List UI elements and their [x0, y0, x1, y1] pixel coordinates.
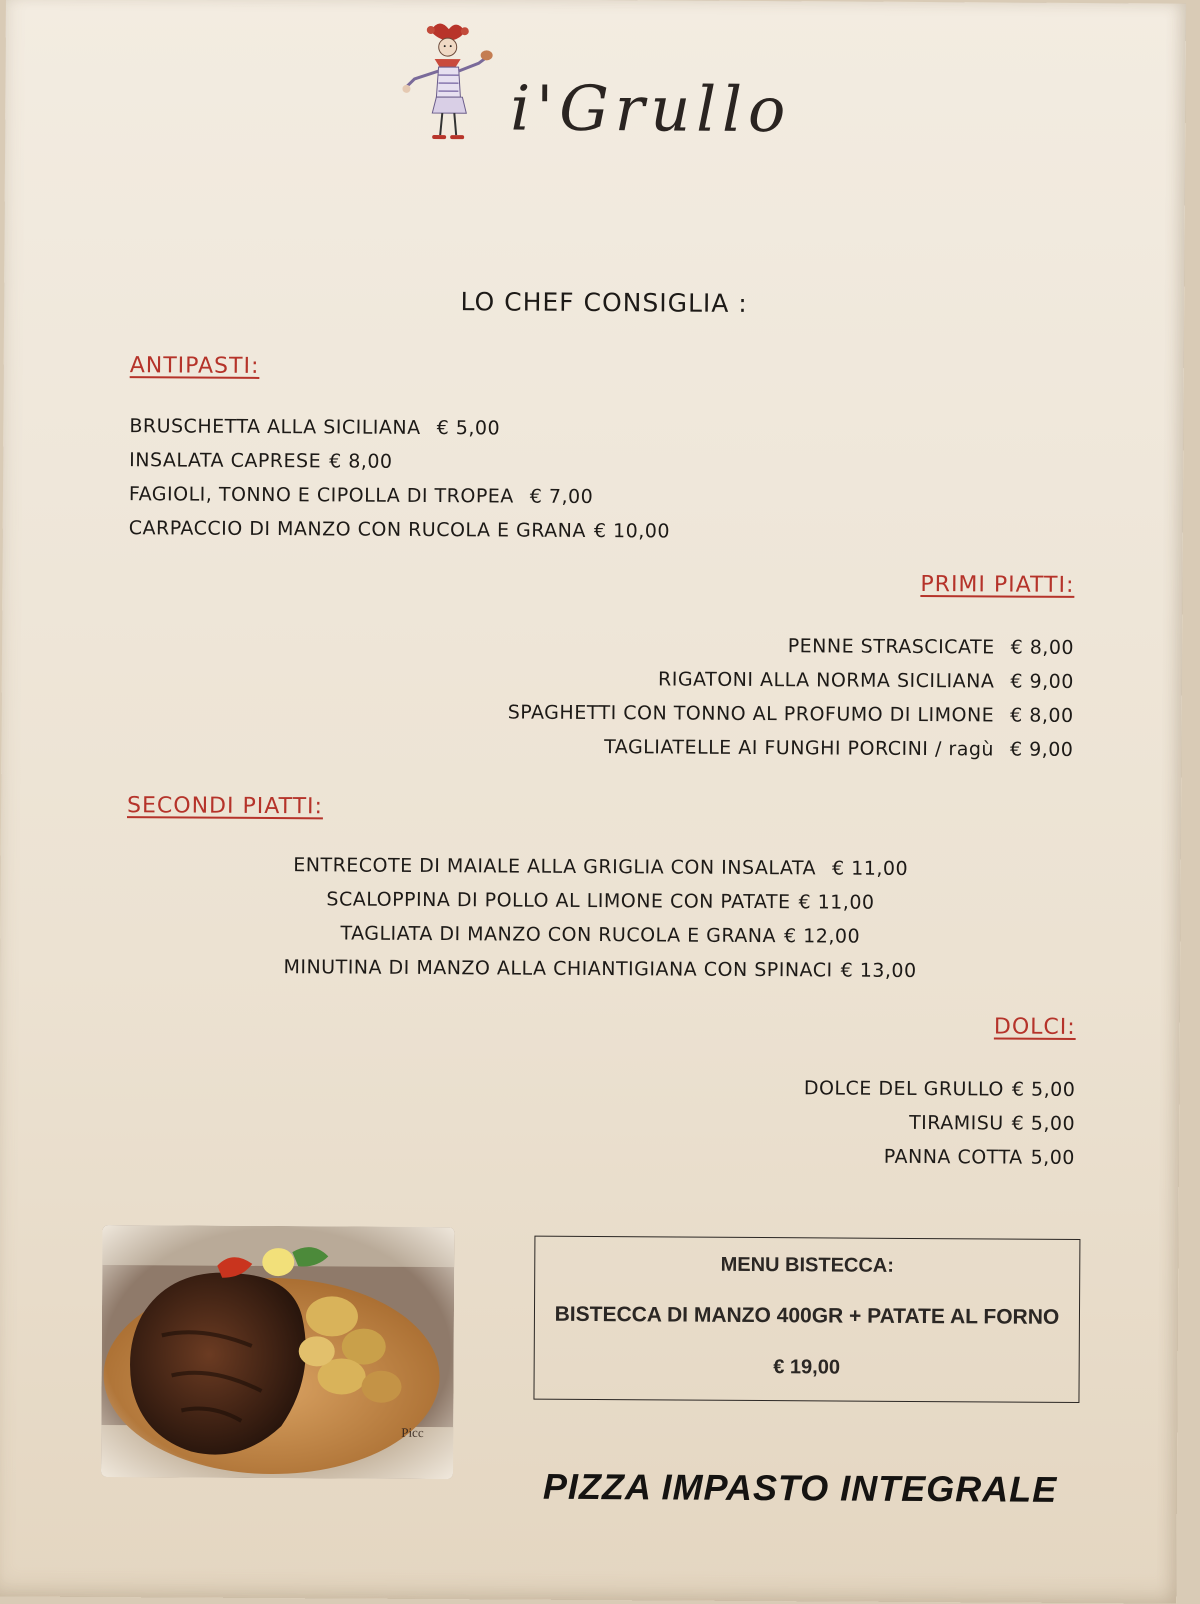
item-name: SCALOPPINA DI POLLO AL LIMONE CON PATATE [326, 888, 791, 914]
menu-item [129, 477, 670, 514]
item-price: € 8,00 [1010, 704, 1074, 727]
menu-item [508, 627, 1074, 664]
restaurant-name: i'Grullo [510, 71, 792, 147]
bistecca-description: BISTECCA DI MANZO 400GR + PATATE AL FORNO [554, 1302, 1060, 1329]
menu-bistecca-box [533, 1236, 1080, 1403]
item-price: € 5,00 [1011, 1078, 1076, 1101]
item-name: RIGATONI ALLA NORMA SICILIANA [658, 668, 995, 693]
item-price: € 9,00 [1009, 738, 1074, 761]
secondi-heading: SECONDI PIATTI: [126, 793, 324, 820]
pizza-integrale-footer: PIZZA IMPASTO INTEGRALE [542, 1465, 1058, 1510]
item-price: € 5,00 [436, 417, 501, 440]
grilled-steak-photo [101, 1225, 455, 1479]
chef-recommends-title: LO CHEF CONSIGLIA : [460, 287, 748, 318]
item-name: ENTRECOTE DI MAIALE ALLA GRIGLIA CON INSALATA [293, 854, 817, 880]
item-price: € 8,00 [1010, 636, 1075, 659]
menu-item [160, 949, 1040, 988]
item-name: TAGLIATELLE AI FUNGHI PORCINI / ragù [604, 736, 995, 761]
menu-item [507, 729, 1073, 766]
antipasti-list [129, 409, 671, 548]
menu-item [129, 511, 670, 548]
menu-item [508, 695, 1074, 732]
bistecca-price: € 19,00 [773, 1356, 841, 1379]
item-name: TAGLIATA DI MANZO CON RUCOLA E GRANA [340, 922, 777, 948]
menu-item [129, 409, 670, 446]
restaurant-logo [400, 17, 821, 180]
dolci-heading: DOLCI: [993, 1014, 1076, 1040]
menu-item [804, 1071, 1076, 1107]
item-price: € 12,00 [783, 925, 861, 948]
primi-list [507, 627, 1074, 766]
item-name: BRUSCHETTA ALLA SICILIANA [129, 415, 421, 439]
item-name: INSALATA CAPRESE [129, 449, 322, 473]
menu-item [804, 1105, 1076, 1141]
item-price: € 11,00 [832, 857, 909, 880]
item-name: FAGIOLI, TONNO E CIPOLLA DI TROPEA [128, 483, 514, 508]
antipasti-heading: ANTIPASTI: [129, 353, 260, 379]
item-name: MINUTINA DI MANZO ALLA CHIANTIGIANA CON SPINACI [283, 956, 833, 982]
jester-figure-icon [400, 17, 501, 148]
menu-item [160, 881, 1040, 920]
item-name: CARPACCIO DI MANZO CON RUCOLA E GRANA [128, 517, 586, 542]
dolci-list [803, 1071, 1075, 1175]
item-price: 5,00 [1030, 1146, 1076, 1169]
primi-heading: PRIMI PIATTI: [920, 571, 1075, 598]
secondi-list [160, 847, 1041, 988]
item-name: DOLCE DEL GRULLO [803, 1077, 1004, 1101]
item-price: € 7,00 [529, 485, 594, 508]
item-name: SPAGHETTI CON TONNO AL PROFUMO DI LIMONE [507, 701, 995, 727]
item-price: € 13,00 [840, 959, 917, 982]
bistecca-title: MENU BISTECCA: [720, 1253, 895, 1277]
item-name: TIRAMISU [909, 1111, 1004, 1135]
item-price: € 10,00 [593, 519, 671, 543]
menu-item [160, 915, 1040, 954]
item-price: € 11,00 [798, 891, 875, 914]
item-price: € 5,00 [1011, 1112, 1076, 1135]
menu-item [161, 847, 1041, 886]
item-price: € 9,00 [1010, 670, 1074, 693]
steak-plate-image [101, 1225, 455, 1479]
item-name: PANNA COTTA [883, 1145, 1023, 1169]
menu-item [129, 443, 670, 480]
menu-item [508, 661, 1074, 698]
item-name: PENNE STRASCICATE [787, 635, 995, 659]
menu-item [803, 1139, 1075, 1175]
item-price: € 8,00 [329, 450, 393, 473]
